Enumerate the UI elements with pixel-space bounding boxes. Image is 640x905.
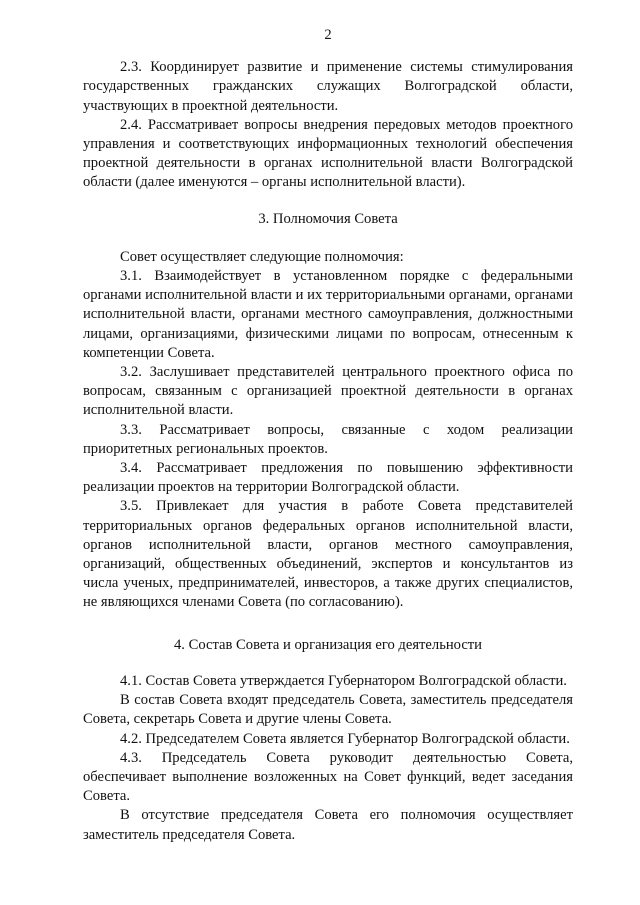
paragraph-4-1: 4.1. Состав Совета утверждается Губернатором Волгоградской области. xyxy=(120,672,567,689)
paragraph-4-2: 4.2. Председателем Совета является Губернатор Волгоградской области. xyxy=(120,730,570,747)
paragraph-2-3: 2.3. Координирует развитие и применение системы стимулирования государственных гражданских служащих Волгоградской области, участвующих в проектной деятельности. xyxy=(83,59,573,114)
paragraph-4-3: 4.3. Председатель Совета руководит деятельностью Совета, обеспечивает выполнение возложенных на Совет функций, ведет заседания Совета. xyxy=(83,749,573,805)
section-3-intro: Совет осуществляет следующие полномочия: xyxy=(120,248,404,265)
document-page xyxy=(83,26,573,845)
paragraph-3-1: 3.1. Взаимодействует в установленном порядке с федеральными органами исполнительной власти и их территориальными органами, органами исполнительной власти, органами местного самоуправления, должностными лицами, организациями, физическими лицами по вопросам, отнесенным к компетенции Совета. xyxy=(83,268,573,361)
paragraph-3-5: 3.5. Привлекает для участия в работе Совета представителей территориальных органов федеральных органов исполнительной власти, органов исполнительной власти, органов местного самоуправления, организаций, общественных объединений, экспертов и консультантов из числа ученых, предпринимателей, инвесторов, а также других специалистов, не являющихся членами Совета (по согласованию). xyxy=(83,498,573,611)
paragraph-3-3: 3.3. Рассматривает вопросы, связанные с ходом реализации приоритетных региональных проектов. xyxy=(83,421,573,457)
paragraph-2-4: 2.4. Рассматривает вопросы внедрения передовых методов проектного управления и соответствующих информационных технологий обеспечения проектной деятельности в органах исполнительной власти Волгоградской области (далее именуются – органы исполнительной власти). xyxy=(83,116,573,191)
section-4-title: 4. Состав Совета и организация его деятельности xyxy=(174,636,482,653)
paragraph-3-2: 3.2. Заслушивает представителей центрального проектного офиса по вопросам, связанным с организацией проектной деятельности в органах исполнительной власти. xyxy=(83,364,573,419)
paragraph-3-4: 3.4. Рассматривает предложения по повышению эффективности реализации проектов на территории Волгоградской области. xyxy=(83,460,573,496)
paragraph-4-1-composition: В состав Совета входят председатель Совета, заместитель председателя Совета, секретарь Совета и другие члены Совета. xyxy=(83,692,573,728)
page-number: 2 xyxy=(324,27,332,43)
paragraph-4-3-absence: В отсутствие председателя Совета его полномочия осуществляет заместитель председателя Совета. xyxy=(83,807,573,843)
section-3-title: 3. Полномочия Совета xyxy=(258,210,398,227)
